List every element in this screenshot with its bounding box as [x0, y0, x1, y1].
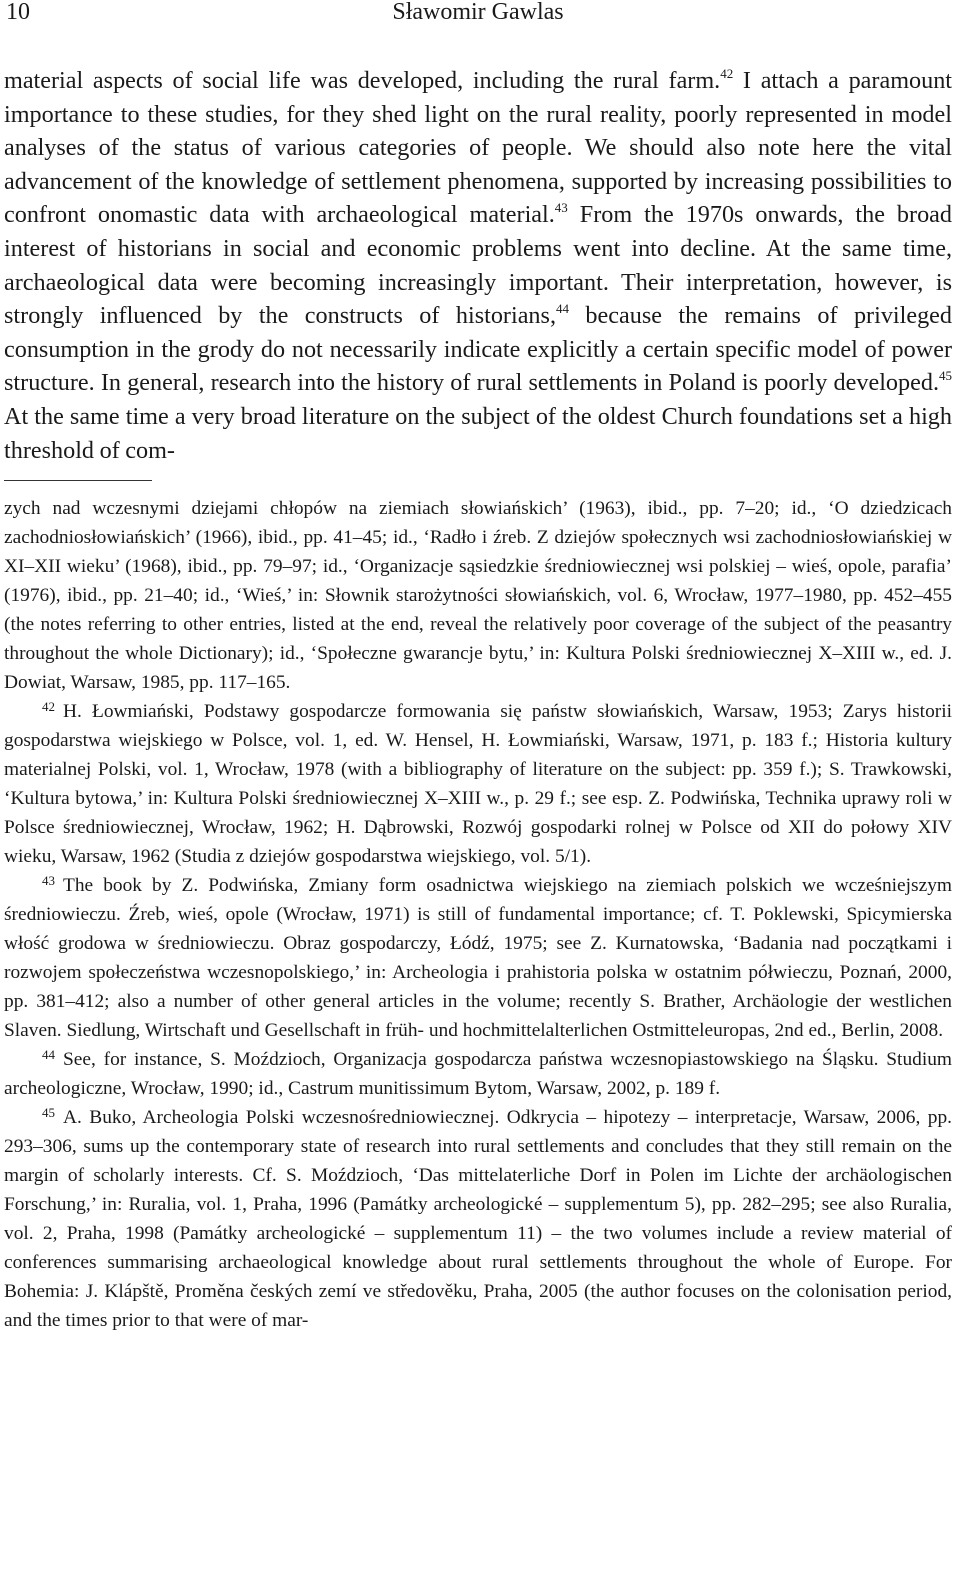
body-text: material aspects of social life was developed, including the rural farm.	[4, 67, 721, 94]
page-number: 10	[6, 0, 30, 25]
running-head	[4, 0, 952, 30]
footnote-continued: zych nad wczesnymi dziejami chłopów na ziemiach słowiańskich’ (1963), ibid., pp. 7–20; id., ‘O dziedzicach zachodniosłowiańskich’ (1966), ibid., pp. 41–45; id., ‘Radło i źreb. Z dziejów społecznych wsi zachodniosłowiańskiej w XI–XII wieku’ (1968), ibid., pp. 79–97; id., ‘Organizacje sąsiedzkie średniowiecznej wsi polskiej – wieś, opole, parafia’ (1976), ibid., pp. 21–40; id., ‘Wieś,’ in: Słownik starożytności słowiańskich, vol. 6, Wrocław, 1977–1980, pp. 452–455 (the notes referring to other entries, listed at the end, reveal the relatively poor coverage of the subject of the peasantry throughout the whole Dictionary); id., ‘Społeczne gwarancje bytu,’ in: Kultura Polski średniowiecznej X–XIII w., ed. J. Dowiat, Warsaw, 1985, pp. 117–165.	[4, 498, 952, 694]
body-text: because the remains of privileged consumption in the grody do not necessarily indicate explicitly a certain specific model of power structure. In general, research into the history of rural settlements in Poland is poorly developed.	[4, 302, 953, 397]
body-paragraph	[4, 64, 952, 467]
footnote-42	[4, 697, 952, 871]
main-text	[4, 64, 952, 467]
footnote-text: H. Łowmiański, Podstawy gospodarcze formowania się państw słowiańskich, Warsaw, 1953; Zarys historii gospodarstwa wiejskiego w Polsce, vol. 1, ed. W. Hensel, H. Łowmiański, Warsaw, 1971, p. 183 f.; Historia kultury materialnej Polski, vol. 1, Wrocław, 1978 (with a bibliography of literature on the subject: pp. 359 f.); S. Trawkowski, ‘Kultura bytowa,’ in: Kultura Polski średniowiecznej X–XIII w., p. 29 f.; see esp. Z. Podwińska, Technika uprawy roli w Polsce średniowiecznej, Wrocław, 1962; H. Dąbrowski, Rozwój gospodarki rolnej w Polsce od XII do połowy XIV wieku, Warsaw, 1962 (Studia z dziejów gospodarstwa wiejskiego, vol. 5/1).	[4, 701, 952, 868]
footnote-number: 43	[42, 873, 55, 889]
footnote-44	[4, 1045, 952, 1103]
body-text: From the 1970s onwards, the broad interest of historians in social and economic problems went into decline. At the same time, archaeological data were becoming increasingly important. Their interpretation, however, is strongly influenced by the constructs of historians,	[4, 201, 952, 330]
running-title: Sławomir Gawlas	[392, 0, 564, 25]
footnote-ref-45: 45	[939, 368, 952, 384]
footnote-text: See, for instance, S. Moździoch, Organizacja gospodarcza państwa wczesnopiastowskiego na Śląsku. Studium archeologiczne, Wrocław, 1990; id., Castrum munitissimum Bytom, Warsaw, 2002, p. 189 f.	[4, 1049, 952, 1100]
footnotes	[4, 494, 952, 1335]
footnote-ref-44: 44	[556, 301, 569, 317]
footnote-separator	[4, 480, 152, 481]
footnote-43	[4, 871, 952, 1045]
footnote-ref-42: 42	[720, 66, 734, 81]
footnote-number: 42	[42, 699, 55, 715]
footnote-number: 44	[42, 1047, 55, 1063]
body-text: I attach a paramount importance to these studies, for they shed light on the rural reality, poorly represented in model analyses of the status of various categories of people. We should also note here the vital advancement of the knowledge of settlement phenomena, supported by increasing possibilities to confront onomastic data with archaeological material.	[4, 67, 953, 229]
footnote-text: A. Buko, Archeologia Polski wczesnośredniowiecznej. Odkrycia – hipotezy – interpretacje, Warsaw, 2006, pp. 293–306, sums up the contemporary state of research into rural settlements and concludes that they still remain on the margin of scholarly interests. Cf. S. Moździoch, ‘Das mittelaterliche Dorf in Polen im Lichte der archäologischen Forschung,’ in: Ruralia, vol. 1, Praha, 1996 (Památky archeologické – supplementum 5), pp. 282–295; see also Ruralia, vol. 2, Praha, 1998 (Památky archeologické – supplementum 11) – the two volumes include a review material of conferences summarising archaeological knowledge about rural settlements throughout the whole of Europe. For Bohemia: J. Klápště, Proměna českých zemí ve středověku, Praha, 2005 (the author focuses on the colonisation period, and the times prior to that were of mar-	[4, 1107, 952, 1332]
footnote-number: 45	[42, 1105, 55, 1121]
body-text: At the same time a very broad literature on the subject of the oldest Church foundations set a high threshold of com-	[4, 402, 952, 464]
book-page	[4, 0, 952, 1335]
footnote-ref-43: 43	[554, 200, 568, 216]
footnote-text: The book by Z. Podwińska, Zmiany form osadnictwa wiejskiego na ziemiach polskich we wcześniejszym średniowieczu. Źreb, wieś, opole (Wrocław, 1971) is still of fundamental importance; cf. T. Poklewski, Spicymierska włość grodowa w średniowieczu. Obraz gospodarczy, Łódź, 1975; see Z. Kurnatowska, ‘Badania nad początkami i rozwojem społeczeństwa wczesnopolskiego,’ in: Archeologia i prahistoria polska w ostatnim półwieczu, Poznań, 2000, pp. 381–412; also a number of other general articles in the volume; recently S. Brather, Archäologie der westlichen Slaven. Siedlung, Wirtschaft und Gesellschaft in früh- und hochmittelalterlichen Ostmitteleuropas, 2nd ed., Berlin, 2008.	[4, 875, 952, 1042]
footnote-45	[4, 1103, 952, 1335]
